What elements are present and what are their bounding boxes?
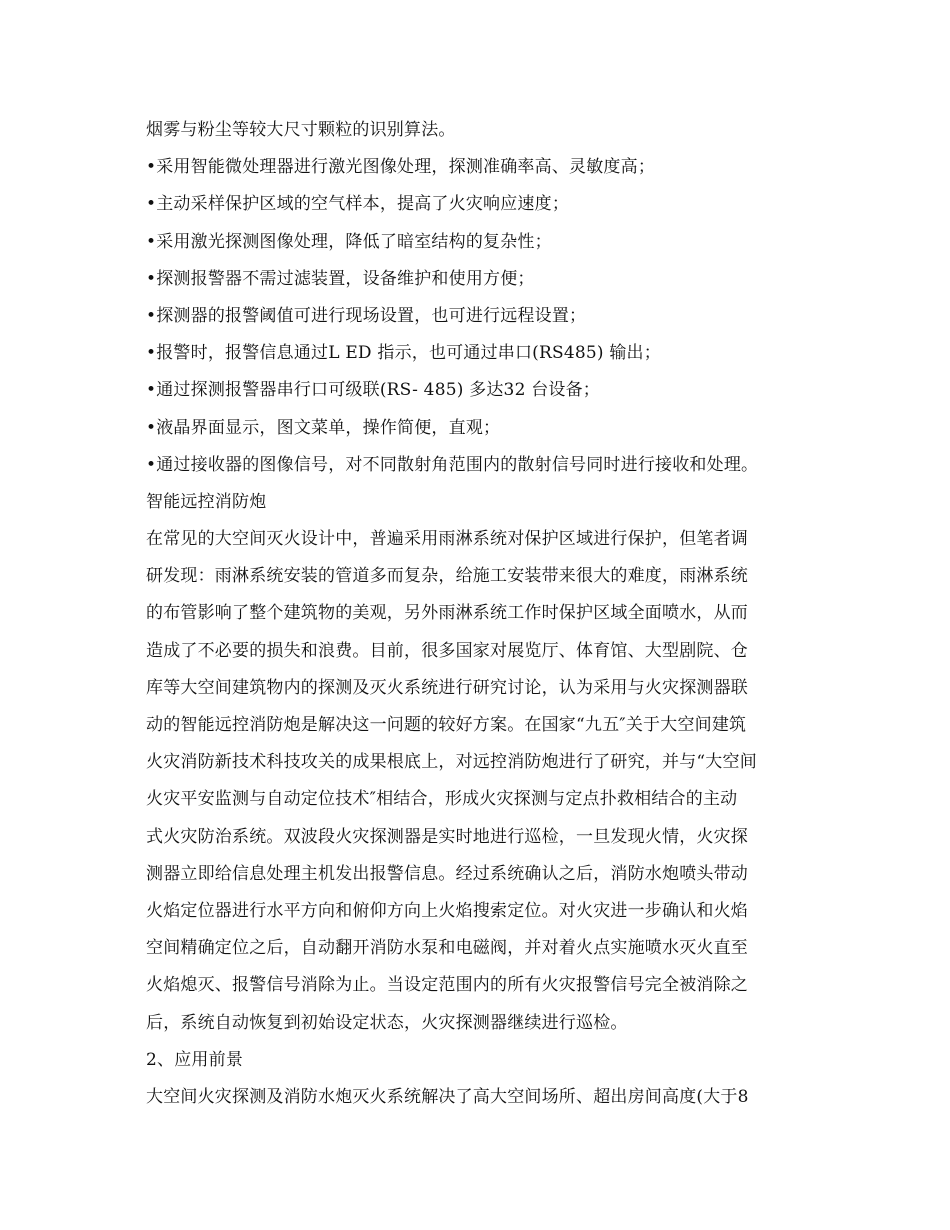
bullet-item: •主动采样保护区域的空气样本，提高了火灾响应速度； xyxy=(146,194,570,215)
paragraph-line: 库等大空间建筑物内的探测及灭火系统进行研究讨论，认为采用与火灾探测器联 xyxy=(146,677,748,698)
section-paragraph-application-prospects xyxy=(146,1079,816,1116)
bullet-item: •液晶界面显示，图文菜单，操作简便，直观； xyxy=(146,417,501,438)
paragraph-line: 空间精确定位之后，自动翻开消防水泵和电磁阀，并对着火点实施喷水灭火直至 xyxy=(146,938,748,959)
bullet-item: •采用激光探测图像处理，降低了暗室结构的复杂性； xyxy=(146,231,552,252)
paragraph-line: 的布管影响了整个建筑物的美观，另外雨淋系统工作时保护区域全面喷水，从而 xyxy=(146,603,748,624)
paragraph-line: 火灾平安监测与自动定位技术″相结合，形成火灾探测与定点扑救相结合的主动 xyxy=(146,789,738,810)
paragraph-line: 研发现：雨淋系统安装的管道多而复杂，给施工安装带来很大的难度，雨淋系统 xyxy=(146,566,748,587)
paragraph-line: 火灾消防新技术科技攻关的成果根底上，对远控消防炮进行了研究，并与“大空间 xyxy=(146,752,757,773)
bullet-item: •采用智能微处理器进行激光图像处理，探测准确率高、灵敏度高； xyxy=(146,157,656,178)
paragraph-line: 火焰定位器进行水平方向和俯仰方向上火焰搜索定位。对火灾进一步确认和火焰 xyxy=(146,900,748,921)
paragraph-line: 造成了不必要的损失和浪费。目前，很多国家对展览厅、体育馆、大型剧院、仓 xyxy=(146,640,748,661)
bullet-item: •探测器的报警阈值可进行现场设置，也可进行远程设置； xyxy=(146,305,587,326)
section-paragraph-remote-cannon xyxy=(146,521,816,1042)
paragraph-line: 火焰熄灭、报警信号消除为止。当设定范围内的所有火灾报警信号完全被消除之 xyxy=(146,975,748,996)
bullet-item: •探测报警器不需过滤装置，设备维护和使用方便； xyxy=(146,268,535,289)
paragraph-line: 后，系统自动恢复到初始设定状态，火灾探测器继续进行巡检。 xyxy=(146,1012,628,1033)
paragraph-line: 式火灾防治系统。双波段火灾探测器是实时地进行巡检，一旦发现火情，火灾探 xyxy=(146,826,748,847)
bullet-item: •通过接收器的图像信号，对不同散射角范围内的散射信号同时进行接收和处理。 xyxy=(146,454,759,475)
intro-line: 烟雾与粉尘等较大尺寸颗粒的识别算法。 xyxy=(146,120,456,140)
bullet-item: •报警时，报警信息通过L ED 指示，也可通过串口(RS485) 输出； xyxy=(146,343,661,364)
section-heading-remote-cannon: 智能远控消防炮 xyxy=(146,491,267,512)
paragraph-line: 在常见的大空间灭火设计中，普遍采用雨淋系统对保护区域进行保护，但笔者调 xyxy=(146,529,748,550)
paragraph-line: 测器立即给信息处理主机发出报警信息。经过系统确认之后，消防水炮喷头带动 xyxy=(146,863,748,884)
section-heading-application-prospects: 2、应用前景 xyxy=(146,1049,244,1070)
document-body xyxy=(146,112,816,1116)
paragraph-line: 大空间火灾探测及消防水炮灭火系统解决了高大空间场所、超出房间高度(大于8 xyxy=(146,1086,749,1107)
bullet-item: •通过探测报警器串行口可级联(RS- 485) 多达32 台设备； xyxy=(146,380,600,401)
feature-bullet-list xyxy=(146,149,816,484)
paragraph-line: 动的智能远控消防炮是解决这一问题的较好方案。在国家“九五″关于大空间建筑 xyxy=(146,715,747,735)
